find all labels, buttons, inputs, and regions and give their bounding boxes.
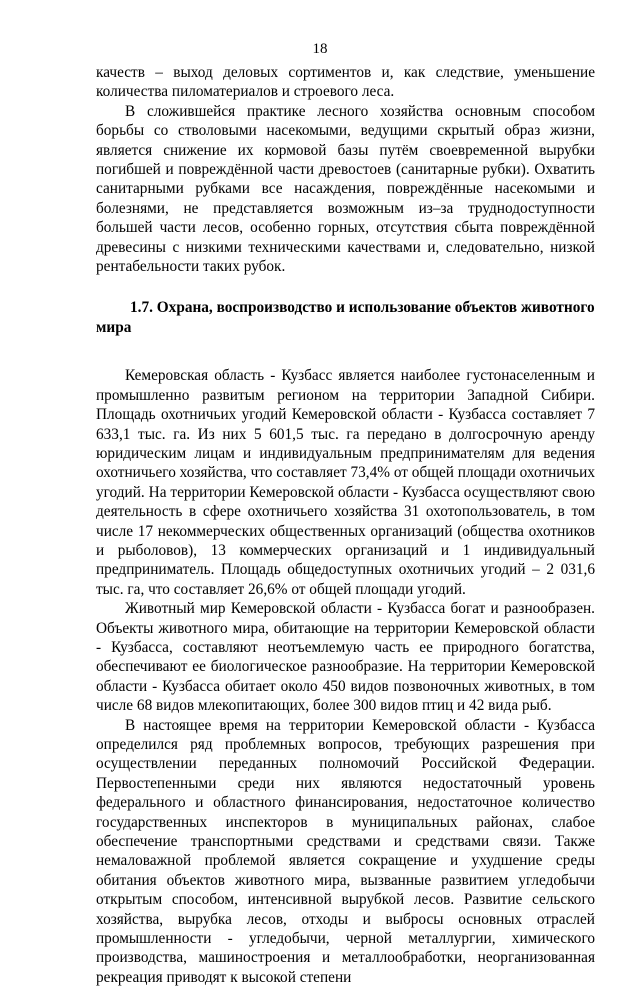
paragraph-fauna: Животный мир Кемеровской области - Кузбасса богат и разнообразен. Объекты животного мира, обитающие на территории Кемеровской области - Кузбасса, составляют неотъемлемую часть ее природного богатства, обеспечивают ее биологическое разнообразие. На территории Кемеровской области - Кузбасса обитает около 450 видов позвоночных животных, в том числе 68 видов млекопитающих, более 300 видов птиц и 42 вида рыб. — [96, 600, 595, 715]
page-number: 18 — [312, 41, 328, 57]
paragraph-problems: В настоящее время на территории Кемеровской области - Кузбасса определился ряд проблемных вопросов, требующих разрешения при осуществлении переданных полномочий Российской Федерации. Первостепенными среди них являются недостаточный уровень федерального и областного финансирования, недостаточное количество государственных инспекторов в муниципальных районах, слабое обеспечение транспортными средствами и средствами связи. Также немаловажной проблемой является сокращение и ухудшение среды обитания объектов животного мира, вызванные развитием угледобычи открытым способом, интенсивной вырубкой лесов. Развитие сельского хозяйства, вырубка лесов, отходы и выбросы основных отраслей промышленности - угледобычи, черной металлургии, химического производства, машиностроения и металлообработки, неорганизованная рекреация приводят к высокой степени — [96, 716, 595, 986]
paragraph-sanitary-felling: В сложившейся практике лесного хозяйства основным способом борьбы со стволовыми насекомыми, ведущими скрытый образ жизни, является снижение их кормовой базы путём своевременной вырубки погибшей и повреждённой части древостоев (санитарные рубки). Охватить санитарными рубками все насаждения, повреждённые насекомыми и болезнями, не представляется возможным из–за труднодоступности большей части лесов, особенно горных, отсутствия сбыта повреждённой древесины с низкими техническими качествами и, следовательно, низкой рентабельности таких рубок. — [96, 102, 595, 276]
paragraph-hunting-grounds: Кемеровская область - Кузбасс является наиболее густонаселенным и промышленно развитым регионом на территории Западной Сибири. Площадь охотничьих угодий Кемеровской области - Кузбасса составляет 7 633,1 тыс. га. Из них 5 601,5 тыс. га передано в долгосрочную аренду юридическим лицам и индивидуальным предпринимателям для ведения охотничьего хозяйства, что составляет 73,4% от общей площади охотничьих угодий. На территории Кемеровской области - Кузбасса осуществляют свою деятельность в сфере охотничьего хозяйства 31 охотопользователь, в том числе 17 некоммерческих общественных организаций (общества охотников и рыболовов), 13 коммерческих организаций и 1 индивидуальный предприниматель. Площадь общедоступных охотничьих угодий – 2 031,6 тыс. га, что составляет 26,6% от общей площади угодий. — [96, 367, 595, 598]
section-heading: 1.7. Охрана, воспроизводство и использование объектов животного мира — [96, 299, 595, 336]
page-body — [96, 63, 595, 987]
paragraph-continuation: качеств – выход деловых сортиментов и, как следствие, уменьшение количества пиломатериалов и строевого леса. — [96, 64, 595, 101]
